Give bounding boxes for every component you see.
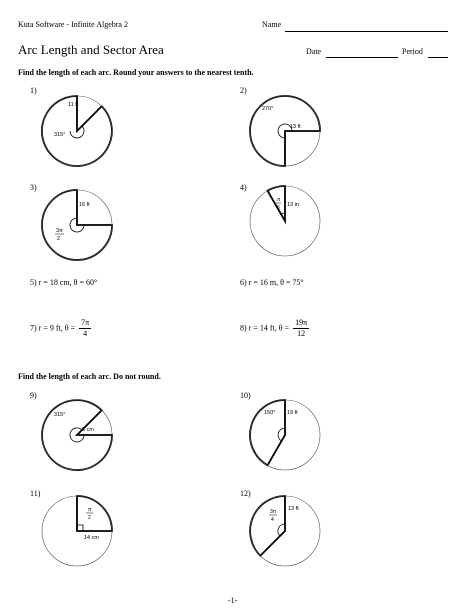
problem-4-sector xyxy=(268,186,286,221)
problem-11-number: 11) xyxy=(30,489,41,498)
problem-8-numerator: 19π xyxy=(295,318,308,327)
problem-4-angle-numerator: π xyxy=(277,197,281,203)
problem-2-diagram xyxy=(248,94,322,168)
problem-1-radius-label: 11 ft xyxy=(68,102,79,108)
problem-3-angle-numerator: 3π xyxy=(56,228,63,234)
problem-4-angle-denominator: 6 xyxy=(277,205,280,211)
problem-9-number: 9) xyxy=(30,391,37,400)
problem-12-radius-label: 13 ft xyxy=(288,506,299,512)
problem-8-fraction xyxy=(293,318,309,339)
name-line[interactable] xyxy=(285,31,448,32)
problem-7-denominator: 4 xyxy=(83,329,88,338)
period-label: Period xyxy=(402,47,423,56)
problem-10-radius-label: 19 ft xyxy=(287,410,298,416)
problem-8-denominator: 12 xyxy=(297,329,306,338)
problem-9-angle-label: 315° xyxy=(54,412,66,418)
problem-3-radius-label: 16 ft xyxy=(79,202,90,208)
problem-4-number: 4) xyxy=(240,183,247,192)
problem-12-diagram xyxy=(248,494,322,568)
page-number: -1- xyxy=(228,596,238,605)
date-label: Date xyxy=(306,47,322,56)
problem-1-angle-label: 315° xyxy=(54,132,66,138)
problem-3-sector xyxy=(42,190,112,260)
problem-4-diagram xyxy=(248,184,322,258)
problem-7-number: 7) xyxy=(30,323,37,333)
problem-2-sector xyxy=(250,96,320,166)
problem-2-angle-label: 270° xyxy=(262,106,274,112)
problem-10-diagram xyxy=(248,398,322,472)
problem-6 xyxy=(240,278,304,287)
problem-9-radius-label: 8 cm xyxy=(82,427,94,433)
problem-2-number: 2) xyxy=(240,86,247,95)
problem-11-angle-denominator: 2 xyxy=(88,515,91,521)
problem-10-angle-label: 150° xyxy=(264,410,276,416)
software-label: Kuta Software - Infinite Algebra 2 xyxy=(18,20,128,29)
problem-11-sector xyxy=(77,496,112,531)
problem-8-text: r = 14 ft, θ = xyxy=(248,323,290,333)
problem-8 xyxy=(240,318,309,339)
instruction-section-2: Find the length of each arc. Do not round. xyxy=(18,372,161,381)
name-label: Name xyxy=(262,20,282,29)
problem-5-number: 5) xyxy=(30,278,37,287)
problem-11-radius-label: 14 cm xyxy=(84,535,99,541)
period-line[interactable] xyxy=(428,57,448,58)
problem-12-angle-numerator: 3π xyxy=(270,509,277,515)
problem-10-number: 10) xyxy=(240,391,251,400)
problem-11-diagram xyxy=(40,494,114,568)
problem-10-angle-arc xyxy=(278,428,285,441)
problem-5-text: r = 18 cm, θ = 60° xyxy=(38,278,98,287)
page-title: Arc Length and Sector Area xyxy=(18,42,164,57)
problem-7-fraction xyxy=(79,318,91,339)
problem-3-number: 3) xyxy=(30,183,37,192)
problem-4-radius-label: 13 in xyxy=(287,202,299,208)
date-line[interactable] xyxy=(326,57,398,58)
problem-9-diagram xyxy=(40,398,114,472)
problem-3-diagram xyxy=(40,188,114,262)
problem-7-numerator: 7π xyxy=(81,318,90,327)
problem-1-diagram xyxy=(40,94,114,168)
problem-11-angle-numerator: π xyxy=(88,507,92,513)
problem-6-number: 6) xyxy=(240,278,247,287)
problem-12-angle-denominator: 4 xyxy=(271,517,274,523)
problem-8-number: 8) xyxy=(240,323,247,333)
problem-7-text: r = 9 ft, θ = xyxy=(38,323,76,333)
instruction-section-1: Find the length of each arc. Round your answers to the nearest tenth. xyxy=(18,68,254,77)
problem-6-text: r = 16 m, θ = 75° xyxy=(248,278,304,287)
problem-2-radius-label: 13 ft xyxy=(290,124,301,130)
problem-5 xyxy=(30,278,97,287)
problem-12-number: 12) xyxy=(240,489,251,498)
problem-7 xyxy=(30,318,91,339)
problem-1-number: 1) xyxy=(30,86,37,95)
problem-3-angle-denominator: 2 xyxy=(57,236,61,242)
